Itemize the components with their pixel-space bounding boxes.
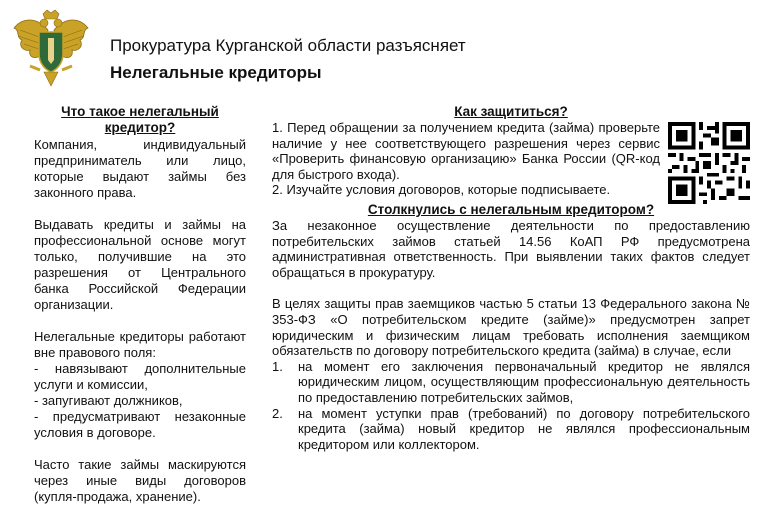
liability-paragraph: За незаконное осуществление деятельности по предоставлению потребительских займов статьей 14.56 КоАП РФ предусмотрена административная ответственность. При выявлении таких фактов следует обращаться в прокуратуру. — [272, 217, 750, 280]
protect-heading: Как защититься? — [454, 104, 568, 119]
organization-name: Прокуратура Курганской области разъясняет — [110, 36, 466, 55]
list-number: 1. — [272, 358, 283, 374]
illegal-item: - навязывают дополнительные услуги и комиссии, — [34, 361, 246, 392]
illegal-intro: Нелегальные кредиторы работают вне правового поля: — [34, 329, 246, 360]
illegal-item: - запугивают должников, — [34, 393, 183, 408]
conditions-list — [272, 359, 750, 453]
encountered-heading: Столкнулись с нелегальным кредитором? — [367, 201, 655, 217]
left-heading: Что такое нелегальный кредитор? — [61, 104, 219, 135]
illegal-item: - предусматривают незаконные условия в договоре. — [34, 409, 246, 440]
definition-paragraph: Компания, индивидуальный предприниматель или лицо, которые выдают займы без законного права. — [34, 137, 246, 200]
step-2: 2. Изучайте условия договоров, которые подписываете. — [272, 182, 611, 198]
law-paragraph: В целях защиты прав заемщиков частью 5 статьи 13 Федерального закона № 353-ФЗ «О потребительском кредите (займе)» предусмотрен запрет юридическим и физическим лицам требовать исполнения заемщиком обязательств по договору потребительского кредита (займа) в случае, если — [272, 296, 750, 359]
list-item — [272, 406, 750, 453]
document-title: Нелегальные кредиторы — [110, 63, 322, 82]
qr-code-icon[interactable] — [666, 122, 752, 204]
disguise-paragraph: Часто такие займы маскируются через иные виды договоров (купля-продажа, хранение). — [34, 457, 246, 504]
list-text: на момент его заключения первоначальный кредитор не являлся юридическим лицом, осуществляющим профессиональную деятельность по предоставлению потребительских займов, — [298, 358, 750, 405]
list-item — [272, 359, 750, 406]
right-column — [272, 104, 750, 452]
list-text: на момент уступки прав (требований) по договору потребительского кредита (займа) новый кредитор не являлся профессиональным кредитором или коллектором. — [298, 405, 750, 452]
prosecutor-emblem-icon — [12, 8, 90, 90]
step-1: 1. Перед обращении за получением кредита (займа) проверьте наличие у нее соответствующего разрешения через сервис «Проверить финансовую организацию» Банка России (QR-код для быстрого входа). — [272, 120, 660, 182]
left-column — [34, 104, 246, 505]
license-paragraph: Выдавать кредиты и займы на профессиональной основе могут только, получившие на это разрешения от Центрального банка Российской Федерации организации. — [34, 217, 246, 312]
list-number: 2. — [272, 405, 283, 421]
